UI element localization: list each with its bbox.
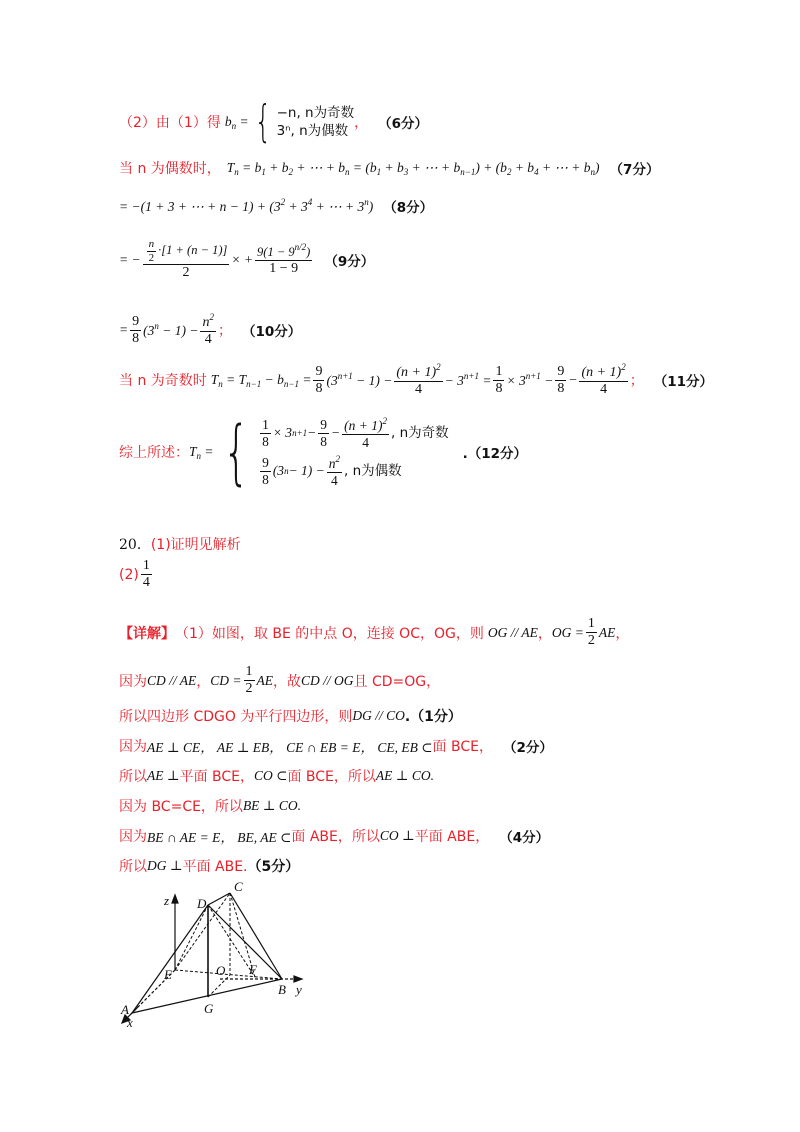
q20-part2-line — [119, 558, 154, 591]
ae-perp-co: AE ⊥ CO. — [375, 768, 434, 783]
eq-sign: = — [119, 322, 129, 338]
odd-formula-d: × $3^{n+1}$ − — [506, 371, 554, 389]
detail-l5b: 平面 BCE， — [179, 769, 255, 785]
score-10: （10分） — [241, 324, 302, 341]
minus-sign: = − — [119, 251, 141, 267]
detail-line-5 — [119, 766, 434, 786]
detail-l5c: 面 BCE，所以 — [287, 769, 376, 785]
case2-tail: , n为偶数 — [344, 462, 402, 479]
edge-EB — [175, 970, 282, 979]
odd-lead: 当 n 为奇数时 — [119, 373, 207, 390]
case1-tail: , n为奇数 — [391, 424, 449, 441]
q20-part2-num: 1 — [141, 558, 152, 575]
tn-symbol: $T_n$ = — [189, 443, 214, 461]
summary-lead: 综上所述： — [119, 445, 189, 462]
label-z: z — [164, 893, 170, 908]
label-y: y — [296, 982, 302, 997]
bn-brace: { — [254, 96, 271, 147]
detail-l8a: 所以 — [119, 859, 147, 875]
label-A: A — [121, 1002, 129, 1017]
dg-perp: DG ⊥ — [147, 858, 183, 873]
og-parallel-ae: OG // AE — [487, 624, 538, 640]
co-subset: CO ⊂ — [254, 768, 288, 783]
summary-case-odd: $\frac{1}{8}$ × 3 n+1 − $\frac{9}{8}$ − $\frac{(n + 1)^2}{4}$ , n为奇数 — [262, 416, 449, 450]
be-perp-co: BE ⊥ CO. — [242, 798, 302, 813]
frac-n2-4: $\frac{n^2}{4}$ — [202, 312, 214, 348]
odd-frac-1-8: $\frac{1}{8}$ — [495, 363, 503, 396]
be-cap-ae: BE ∩ AE = E， BE, AE ⊂ — [147, 830, 292, 845]
edge-AD — [132, 905, 208, 1013]
semicolon: ； — [217, 323, 232, 340]
half-frac-2: $\frac{1}{2}$ — [245, 664, 253, 697]
odd-formula-c: − $3^{n+1}$ = — [444, 371, 492, 389]
step8-formula: = −(1 + 3 + ⋯ + $n - 1) + (3^2 + 3^4$ + ⋯ + $3^n$) — [119, 197, 374, 214]
bn-cases — [277, 104, 355, 140]
ae-perp: AE ⊥ — [147, 768, 180, 783]
detail-l3a: 所以四边形 CDGO 为平行四边形，则 — [119, 709, 353, 725]
q20-part2-label: (2) — [119, 566, 139, 583]
cd-parallel-og: CD // OG — [301, 672, 354, 688]
q20-part2-fraction — [141, 558, 152, 591]
detail-l2c: ，故 — [273, 673, 302, 690]
label-x: x — [127, 1015, 133, 1030]
odd-semicolon: ； — [629, 373, 644, 390]
fraction-geom: $\frac{9(1 - 9^{n/2})}{1 - 9}$ — [257, 242, 311, 276]
detail-l2a: 因为 — [119, 673, 147, 690]
odd-frac-9-8b: $\frac{9}{8}$ — [557, 363, 565, 396]
score-6: （6分） — [378, 116, 428, 132]
detail-l8b: 平面 ABE. — [182, 859, 248, 875]
frac-9-8: $\frac{9}{8}$ — [132, 313, 140, 346]
score-5: （5分） — [247, 859, 300, 875]
odd-frac-9-8: $\frac{9}{8}$ — [315, 363, 323, 396]
summary-line — [119, 411, 528, 494]
score-12: .（12分） — [462, 446, 528, 463]
even-sum-formula: $T_n = b_1 + b_2$ + ⋯ + $b_n = (b_1 + b_3$ + ⋯ + $b_{n-1}) + (b_2 + b_4$ + ⋯ + $b_n$) — [226, 159, 600, 177]
cd-half-ae: CD = — [210, 672, 242, 688]
detail-l3b: .（1分） — [404, 709, 462, 725]
odd-case-line — [119, 362, 713, 398]
q20-number: 20． — [119, 537, 151, 553]
summary-cases — [258, 416, 449, 488]
q20-part1: (1)证明见解析 — [150, 537, 241, 553]
label-O: O — [216, 963, 226, 978]
detail-l5a: 所以 — [119, 769, 147, 785]
detail-l6a: 因为 BC=CE，所以 — [119, 799, 243, 815]
detail-line-1: 【详解】 （1）如图，取 BE 的中点 O，连接 OC，OG，则 OG // AE ， OG = $\frac{1}{2}$ AE ， — [119, 616, 630, 649]
detail-l7a: 因为 — [119, 829, 147, 845]
part2-intro: （2）由（1）得 — [119, 115, 221, 131]
bn-symbol: $b_n$ = — [224, 113, 249, 131]
odd-formula-e: − — [568, 372, 578, 388]
q20-part2-den: 4 — [142, 575, 150, 591]
q20-line — [119, 534, 241, 554]
perp-relations: AE ⊥ CE， AE ⊥ EB， CE ∩ EB = E， CE, EB ⊂ — [147, 740, 433, 755]
detail-l2b: ， — [196, 673, 211, 690]
odd-formula-b: $(3^{n+1} - 1)$ − — [326, 371, 393, 389]
label-G: G — [204, 1001, 214, 1016]
comma: ， — [354, 115, 369, 131]
odd-frac-n1sq: $\frac{(n + 1)^2}{4}$ — [396, 362, 441, 398]
detail-tag: 【详解】 — [119, 625, 175, 642]
geometry-figure — [110, 875, 320, 1035]
bn-case-even: 3ⁿ, n为偶数 — [276, 123, 349, 139]
score-11: （11分） — [653, 374, 714, 391]
detail-l4b: 面 BCE， — [432, 739, 493, 755]
even-case-line — [119, 158, 659, 178]
score-2: （2分） — [502, 740, 553, 756]
score-9: （9分） — [324, 253, 375, 270]
fraction-arith: $\frac{n}{2}$ ·[1 + (n − 1)] 2 — [143, 238, 230, 281]
summary-brace: { — [222, 411, 250, 494]
step10-line — [119, 312, 301, 348]
detail-line-3 — [119, 706, 462, 726]
edge-ED — [175, 905, 208, 970]
step8-line — [119, 196, 433, 216]
cd-parallel-ae: CD // AE — [147, 672, 197, 688]
label-F: F — [249, 962, 257, 977]
z-axis-arrow — [172, 895, 178, 903]
bn-case-odd: −n, n为奇数 — [276, 104, 355, 121]
label-E: E — [164, 967, 172, 982]
step10-mid: $(3^n - 1)$ − — [143, 321, 199, 339]
odd-formula-a: $T_n = T_{n-1} - b_{n-1}$ = — [210, 371, 312, 389]
og-half-ae: OG = — [551, 624, 584, 640]
detail-line-4 — [119, 736, 553, 756]
detail-l7b: 面 ABE，所以 — [291, 829, 380, 845]
times-plus: × + — [231, 251, 254, 267]
score-8: （8分） — [383, 200, 434, 216]
edge-DC — [208, 893, 230, 905]
co-perp: CO ⊥ — [379, 828, 415, 843]
step9-line — [119, 238, 374, 281]
detail-l4a: 因为 — [119, 739, 147, 755]
detail-l2d: 且 CD=OG， — [353, 673, 441, 690]
detail-line-6 — [119, 796, 301, 816]
label-B: B — [278, 982, 286, 997]
score-4: （4分） — [499, 830, 550, 846]
detail-line-8 — [119, 856, 299, 876]
detail-l1a: （1）如图，取 BE 的中点 O，连接 OC，OG，则 — [175, 625, 484, 642]
summary-case-even: $\frac{9}{8}$ (3 n − 1) − $\frac{n^2}{4}$ , n为偶数 — [262, 454, 402, 488]
bn-definition-line — [119, 96, 428, 147]
detail-line-2: 因为 CD // AE ， CD = $\frac{1}{2}$ AE ，故 CD // OG 且 CD=OG， — [119, 664, 441, 697]
detail-line-7 — [119, 826, 549, 846]
score-7: （7分） — [609, 162, 660, 178]
odd-frac-n1sq-b: $\frac{(n + 1)^2}{4}$ — [581, 362, 626, 398]
dg-parallel-co: DG // CO — [352, 708, 405, 723]
label-C: C — [234, 879, 243, 894]
detail-l7c: 平面 ABE， — [414, 829, 490, 845]
half-frac-1: $\frac{1}{2}$ — [587, 616, 595, 649]
even-lead: 当 n 为偶数时， — [119, 161, 221, 177]
label-D: D — [197, 896, 207, 911]
